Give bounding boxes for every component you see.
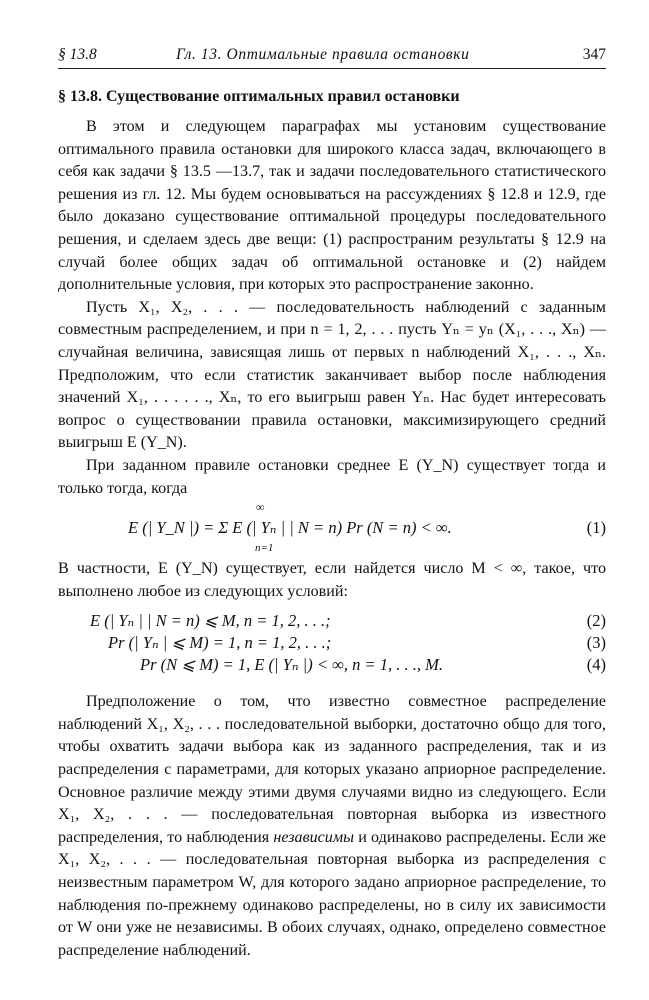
condition-3-number: (3)	[586, 633, 606, 653]
sum-upper-limit: ∞	[256, 500, 265, 515]
condition-2-number: (2)	[586, 611, 606, 631]
running-header	[58, 46, 606, 68]
condition-4-number: (4)	[586, 655, 606, 675]
formula-1-number: (1)	[586, 518, 606, 538]
page-number: 347	[582, 46, 606, 63]
sum-lower-limit: n=1	[255, 542, 274, 555]
condition-2-expression: E (| Yₙ | | N = n) ⩽ M, n = 1, 2, . . .;	[90, 611, 331, 631]
condition-2	[58, 611, 606, 633]
condition-4-expression: Pr (N ⩽ M) = 1, E (| Yₙ |) < ∞, n = 1, . . ., M.	[140, 655, 443, 675]
header-section: § 13.8	[58, 46, 97, 63]
section-heading: § 13.8. Существование оптимальных правил остановки	[58, 88, 460, 105]
paragraph-conditions: В частности, E (Y_N) существует, если найдется число M < ∞, такое, что выполнено любое из следующих условий:	[58, 560, 606, 600]
header-chapter-title: Гл. 13. Оптимальные правила остановки	[176, 46, 470, 63]
formula-1	[58, 500, 606, 558]
paragraph-joint-distribution	[58, 691, 606, 962]
condition-3	[58, 633, 606, 655]
paragraph-setup: Пусть X₁, X₂, . . . — последовательность наблюдений с заданным совместным распределением, и при n = 1, 2, . . . пусть Yₙ = yₙ (X₁, . . ., Xₙ) — случайная величина, зависящая лишь от первых n наблюдений X₁, . . ., Xₙ. Предположим, что если статистик заканчивает выбор после наблюдения значений X₁, . . . . . ., Xₙ, то его выигрыш равен Yₙ. Нас будет интересовать вопрос о существовании правила остановки, максимизирующего средний выигрыш E (Y_N).	[58, 298, 606, 452]
paragraph-text-a: Предположение о том, что известно совместное распределение наблюдений X₁, X₂, . . . последовательной выборки, достаточно общо для того, чтобы охватить задачи выбора как из заданного распределения, так и из распределения с параметрами, для которых указано априорное распределение. Основное различие между этими двумя случаями видно из следующего. Если X₁, X₂, . . . — последовательная повторная выборка из известного распределения, то наблюдения	[58, 693, 606, 846]
book-page	[58, 46, 606, 962]
emphasis-independent: независимы	[273, 828, 354, 846]
paragraph-existence: При заданном правиле остановки среднее E (Y_N) существует тогда и только тогда, когда	[58, 456, 606, 497]
condition-3-expression: Pr (| Yₙ | ⩽ M) = 1, n = 1, 2, . . .;	[108, 633, 332, 653]
header-rule	[58, 68, 606, 69]
formula-1-expression: E (| Y_N |) = Σ E (| Yₙ | | N = n) Pr (N = n) < ∞.	[128, 518, 452, 538]
paragraph-text-b: и одинаково распределены. Если же X₁, X₂, . . . — последовательная повторная выборка из распределения с неизвестным параметром W, для которого задано априорное распределение, то наблюдения по-прежнему одинаково распределены, но в силу их зависимости от W они уже не независимы. В обоих случаях, однако, определено совместное распределение наблюдений.	[58, 828, 606, 959]
paragraph-intro: В этом и следующем параграфах мы установим существование оптимального правила остановки для широкого класса задач, включающего в себя как задачи § 13.5 —13.7, так и задачи последовательного статистического решения из гл. 12. Мы будем основываться на рассуждениях § 12.8 и 12.9, где было доказано существование оптимальной процедуры последовательного решения, и сделаем здесь две вещи: (1) распространим результаты § 12.9 на случай более общих задач об оптимальной остановке и (2) найдем дополнительные условия, при которых это распространение законно.	[58, 118, 606, 294]
condition-4	[58, 655, 606, 677]
